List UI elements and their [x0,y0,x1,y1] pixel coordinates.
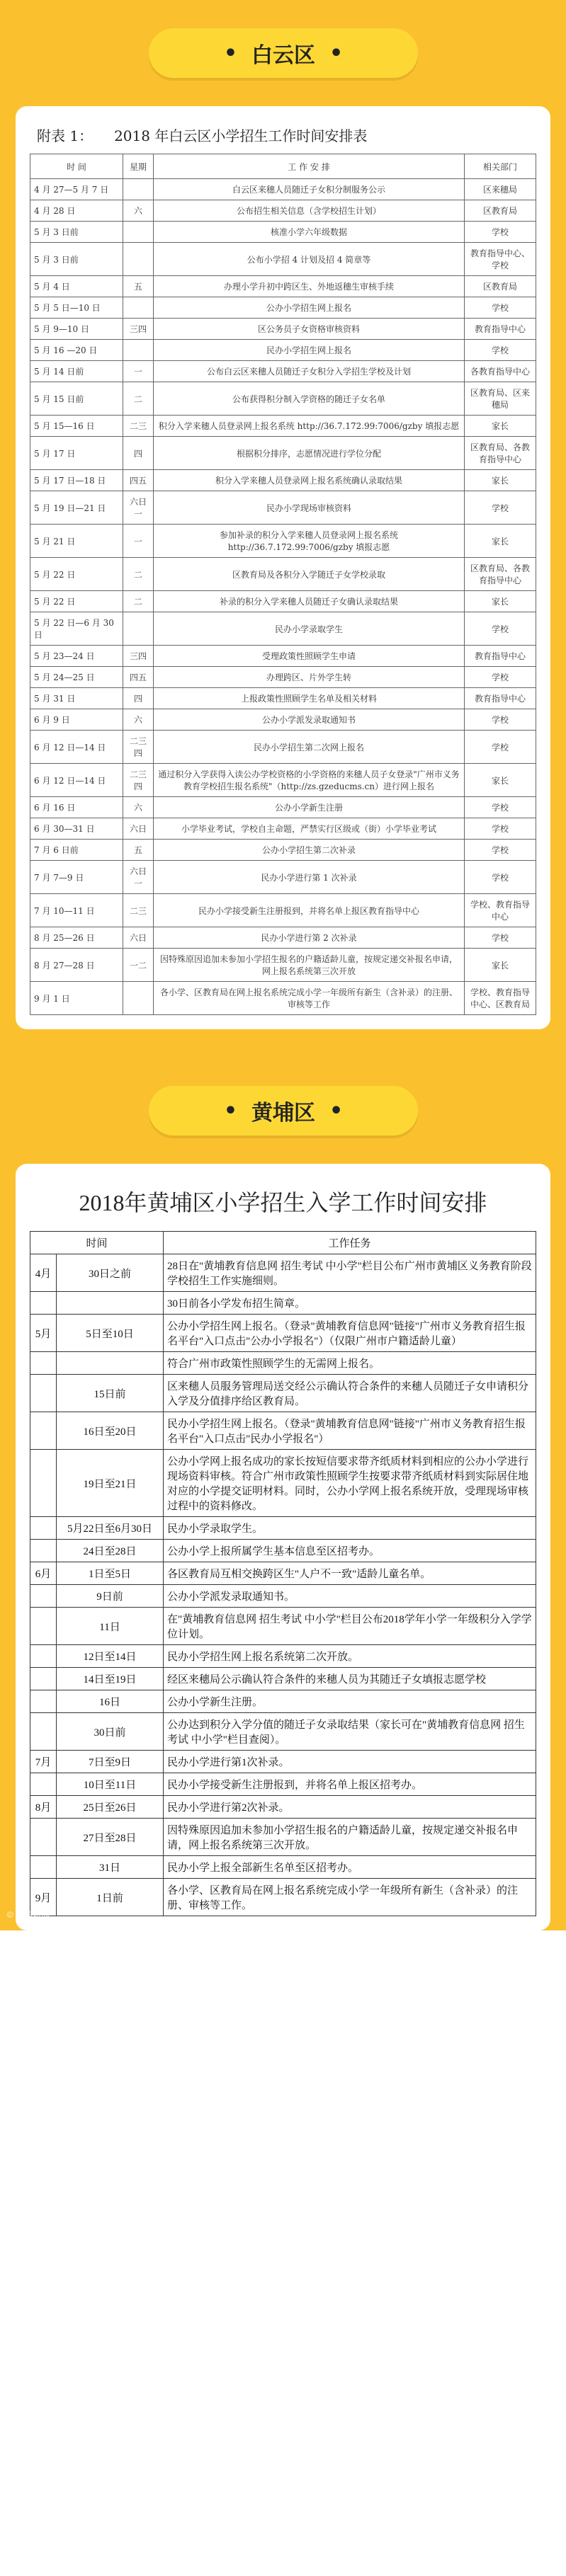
row-month [30,1690,57,1713]
table-row [30,1412,536,1450]
row-date: 5 月 16 —20 日 [30,340,123,361]
row-task: 民办小学上报全部新生名单至区招考办。 [164,1856,536,1879]
row-date: 16日 [57,1690,164,1713]
row-dept: 教育指导中心 [465,646,536,667]
row-task: 办理跨区、片外学生转 [154,667,465,688]
row-date: 6 月 12 日—14 日 [30,731,123,764]
row-date: 16日至20日 [57,1412,164,1450]
table-row [30,797,536,818]
row-date: 7日至9日 [57,1751,164,1773]
row-task: 公办小学上报所属学生基本信息至区招考办。 [164,1540,536,1562]
row-dept: 教育指导中心 [465,688,536,709]
table-row [30,688,536,709]
huangpu-banner [149,1086,418,1135]
row-weekday [123,982,154,1015]
huangpu-schedule-table [30,1231,536,1916]
row-dept: 学校 [465,612,536,646]
row-date: 8 月 27—28 日 [30,949,123,982]
row-date: 6 月 30—31 日 [30,818,123,840]
row-weekday: 二三四 [123,731,154,764]
row-date: 25日至26日 [57,1796,164,1819]
table-row [30,1856,536,1879]
row-weekday: 二三四 [123,764,154,797]
row-task: 各小学、区教育局在网上报名系统完成小学一年级所有新生（含补录）的注册、审核等工作。 [164,1879,536,1916]
row-weekday: 二 [123,558,154,591]
row-task: 办理小学升初中跨区生、外地返穗生审核手续 [154,276,465,297]
table-row [30,1713,536,1751]
row-month [30,1292,57,1315]
dot-icon: • [223,40,237,66]
table-row [30,591,536,612]
row-date: 4 月 27—5 月 7 日 [30,179,123,200]
row-task: 民办小学招生第二次网上报名 [154,731,465,764]
row-date: 4 月 28 日 [30,200,123,222]
table-row [30,470,536,491]
table-row [30,276,536,297]
row-date: 5 月 14 日前 [30,361,123,382]
row-month [30,1375,57,1412]
table-row [30,667,536,688]
row-task: 公办小学新生注册。 [164,1690,536,1713]
row-date: 27日至28日 [57,1819,164,1856]
row-task: 民办小学录取学生 [154,612,465,646]
row-task: 民办小学进行第1次补录。 [164,1751,536,1773]
table-row [30,1315,536,1352]
table-row [30,1450,536,1517]
row-date: 5 月 17 日—18 日 [30,470,123,491]
row-month [30,1668,57,1690]
row-weekday [123,612,154,646]
row-dept: 学校 [465,491,536,525]
table-row [30,1668,536,1690]
row-dept: 区教育局、区来穗局 [465,382,536,416]
row-weekday: 六日 [123,818,154,840]
row-weekday: 二 [123,591,154,612]
table-row [30,243,536,276]
row-weekday: 三四 [123,646,154,667]
row-date: 5 月 9—10 日 [30,319,123,340]
section-gap [0,1029,566,1058]
row-dept: 学校 [465,797,536,818]
row-date: 19日至21日 [57,1450,164,1517]
row-date: 24日至28日 [57,1540,164,1562]
table-row [30,1375,536,1412]
baiyun-card [16,106,550,1029]
header-task: 工 作 安 排 [154,154,465,179]
row-dept: 家长 [465,525,536,558]
baiyun-banner-label: 白云区 [251,43,315,68]
row-month [30,1608,57,1645]
table-row [30,1645,536,1668]
row-weekday [123,243,154,276]
row-task: 公办小学招生网上报名。（登录"黄埔教育信息网"链接"广州市义务教育招生报名平台"入口点击"公办小学报名"）（仅限广州市户籍适龄儿童） [164,1315,536,1352]
table-row [30,416,536,437]
row-dept: 教育指导中心、学校 [465,243,536,276]
table-row [30,1292,536,1315]
row-date: 8 月 25—26 日 [30,927,123,949]
row-task: 小学毕业考试，学校自主命题，严禁实行区级或（街）小学毕业考试 [154,818,465,840]
row-date: 5 月 15 日前 [30,382,123,416]
table-header-row [30,154,536,179]
row-month [30,1517,57,1540]
row-task: 通过积分入学获得入读公办学校资格的小学资格的来穗人员子女登录"广州市义务教育学校招生报名系统"（http://zs.gzeducms.cn）进行网上报名 [154,764,465,797]
row-task: 受理政策性照顾学生申请 [154,646,465,667]
row-dept: 学校、教育指导中心 [465,894,536,927]
table-row [30,361,536,382]
table-row [30,764,536,797]
row-weekday: 四 [123,688,154,709]
row-dept: 教育指导中心 [465,319,536,340]
row-weekday: 一 [123,525,154,558]
table-row [30,894,536,927]
row-date: 1日至5日 [57,1562,164,1585]
row-task: 核准小学六年级数据 [154,222,465,243]
row-weekday [123,340,154,361]
row-weekday: 四五 [123,470,154,491]
row-date: 5 月 21 日 [30,525,123,558]
table-row [30,525,536,558]
table-row [30,1796,536,1819]
baiyun-banner [149,28,418,78]
row-weekday: 六日 [123,927,154,949]
row-dept: 家长 [465,591,536,612]
row-weekday: 五 [123,840,154,861]
row-task: 28日在"黄埔教育信息网 招生考试 中小学"栏目公布广州市黄埔区义务教育阶段学校招生工作实施细则。 [164,1254,536,1292]
table-row [30,1608,536,1645]
baiyun-table-body [30,179,536,1015]
table-row [30,297,536,319]
row-dept: 学校、教育指导中心、区教育局 [465,982,536,1015]
row-date: 5 月 3 日前 [30,243,123,276]
row-month [30,1585,57,1608]
row-month: 5月 [30,1315,57,1352]
row-weekday [123,179,154,200]
row-task: 公办小学招生第二次补录 [154,840,465,861]
row-weekday: 五 [123,276,154,297]
row-date: 6 月 12 日—14 日 [30,764,123,797]
row-dept: 学校 [465,297,536,319]
row-task: 区公务员子女资格审核资料 [154,319,465,340]
row-task: 区来穗人员服务管理局送交经公示确认符合条件的来穗人员随迁子女申请积分入学及分值排序给区教育局。 [164,1375,536,1412]
row-date: 5月22日至6月30日 [57,1517,164,1540]
row-task: 公办小学招生网上报名 [154,297,465,319]
row-dept: 学校 [465,927,536,949]
row-task: 上报政策性照顾学生名单及相关材料 [154,688,465,709]
row-task: 公办小学网上报名成功的家长按短信要求带齐纸质材料到相应的公办小学进行现场资料审核。符合广州市政策性照顾学生按要求带齐纸质材料到实际居住地对应的小学提交证明材料。同时，公办小学网上报名系统开放，受理现场审核过程中的资料修改。 [164,1450,536,1517]
table-row [30,1517,536,1540]
row-task: 民办小学接受新生注册报到，并将名单上报区招考办。 [164,1773,536,1796]
row-task: 公布获得积分制入学资格的随迁子女名单 [154,382,465,416]
baiyun-table-title: 附表 1： 2018 年白云区小学招生工作时间安排表 [37,127,368,144]
table-row [30,179,536,200]
row-date: 5 月 5 日—10 日 [30,297,123,319]
row-task: 公布小学招 4 计划及招 4 简章等 [154,243,465,276]
table-row [30,1562,536,1585]
row-date: 7 月 10—11 日 [30,894,123,927]
row-weekday: 二三 [123,894,154,927]
row-date: 5日至10日 [57,1315,164,1352]
table-row [30,1773,536,1796]
row-dept: 学校 [465,731,536,764]
row-task: 符合广州市政策性照顾学生的无需网上报名。 [164,1352,536,1375]
row-task: 民办小学招生网上报名。（登录"黄埔教育信息网"链接"广州市义务教育招生报名平台"入口点击"民办小学报名"） [164,1412,536,1450]
row-date: 5 月 22 日 [30,591,123,612]
row-dept: 家长 [465,949,536,982]
table-row [30,491,536,525]
baiyun-section [0,0,566,1029]
row-dept: 区教育局 [465,200,536,222]
row-weekday: 一二 [123,949,154,982]
row-task: 在"黄埔教育信息网 招生考试 中小学"栏目公布2018学年小学一年级积分入学学位计划。 [164,1608,536,1645]
dot-icon: • [329,40,344,66]
row-weekday: 二 [123,382,154,416]
table-row [30,840,536,861]
row-dept: 区教育局、各教育指导中心 [465,437,536,470]
row-task: 公办小学派发录取通知书 [154,709,465,731]
row-date: 5 月 24—25 日 [30,667,123,688]
dot-icon: • [223,1098,237,1123]
row-date: 5 月 4 日 [30,276,123,297]
header-date: 时 间 [30,154,123,179]
row-month: 8月 [30,1796,57,1819]
row-dept: 区教育局 [465,276,536,297]
row-dept: 各教育指导中心 [465,361,536,382]
row-dept: 学校 [465,709,536,731]
table-row [30,382,536,416]
row-weekday: 六 [123,709,154,731]
row-task: 民办小学招生网上报名 [154,340,465,361]
row-weekday: 六 [123,200,154,222]
table-row [30,646,536,667]
row-task: 积分入学来穗人员登录网上报名系统确认录取结果 [154,470,465,491]
table-row [30,927,536,949]
row-month [30,1450,57,1517]
header-time: 时间 [30,1232,164,1254]
row-date [57,1352,164,1375]
huangpu-table-body [30,1254,536,1916]
row-dept: 学校 [465,840,536,861]
baiyun-panel [0,106,566,1029]
header-weekday: 星期 [123,154,154,179]
row-date: 6 月 16 日 [30,797,123,818]
row-task: 民办小学进行第2次补录。 [164,1796,536,1819]
row-weekday: 六日一 [123,491,154,525]
row-date [57,1292,164,1315]
row-dept: 学校 [465,222,536,243]
row-date: 6 月 9 日 [30,709,123,731]
huangpu-banner-area [0,1058,566,1164]
row-dept: 区来穗局 [465,179,536,200]
row-date: 5 月 19 日—21 日 [30,491,123,525]
row-date: 30日前 [57,1713,164,1751]
row-date: 10日至11日 [57,1773,164,1796]
row-task: 30日前各小学发布招生简章。 [164,1292,536,1315]
row-task: 民办小学招生网上报名系统第二次开放。 [164,1645,536,1668]
row-task: 民办小学进行第 1 次补录 [154,861,465,894]
table-row [30,437,536,470]
row-weekday [123,297,154,319]
huangpu-table-title: 2018年黄埔区小学招生入学工作时间安排 [79,1190,487,1215]
row-weekday: 六日一 [123,861,154,894]
table-row [30,319,536,340]
table-row [30,709,536,731]
row-task: 民办小学接受新生注册报到，并将名单上报区教育指导中心 [154,894,465,927]
row-task: 因特殊原因追加未参加小学招生报名的户籍适龄儿童，按规定递交补报名申请，网上报名系统第三次开放。 [164,1819,536,1856]
table-row [30,340,536,361]
row-date: 14日至19日 [57,1668,164,1690]
row-date: 11日 [57,1608,164,1645]
row-dept: 区教育局、各教育指导中心 [465,558,536,591]
table-header-row [30,1232,536,1254]
row-date: 5 月 23—24 日 [30,646,123,667]
row-date: 5 月 15—16 日 [30,416,123,437]
table-row [30,731,536,764]
row-dept: 家长 [465,470,536,491]
row-month [30,1713,57,1751]
huangpu-section [0,1058,566,1930]
row-month [30,1352,57,1375]
row-weekday: 四 [123,437,154,470]
row-dept: 家长 [465,764,536,797]
row-month [30,1856,57,1879]
table-row [30,1690,536,1713]
row-task: 区教育局及各积分入学随迁子女学校录取 [154,558,465,591]
row-date: 9 月 1 日 [30,982,123,1015]
row-date: 12日至14日 [57,1645,164,1668]
row-month [30,1645,57,1668]
row-month: 9月 [30,1879,57,1916]
row-weekday: 三四 [123,319,154,340]
row-dept: 家长 [465,416,536,437]
row-month [30,1773,57,1796]
row-weekday: 二三 [123,416,154,437]
row-dept: 学校 [465,340,536,361]
table-row [30,200,536,222]
row-date: 31日 [57,1856,164,1879]
row-weekday: 一 [123,361,154,382]
row-weekday: 六 [123,797,154,818]
row-task: 补录的积分入学来穗人员随迁子女确认录取结果 [154,591,465,612]
row-task: 因特殊原因追加未参加小学招生报名的户籍适龄儿童，按规定递交补报名申请，网上报名系统第三次开放 [154,949,465,982]
row-month: 7月 [30,1751,57,1773]
row-dept: 学校 [465,818,536,840]
baiyun-banner-area [0,0,566,106]
row-task: 公办小学派发录取通知书。 [164,1585,536,1608]
row-task: 公布招生相关信息（含学校招生计划） [154,200,465,222]
header-dept: 相关部门 [465,154,536,179]
row-task: 白云区来穗人员随迁子女积分制服务公示 [154,179,465,200]
row-task: 各区教育局互相交换跨区生"人户不一致"适龄儿童名单。 [164,1562,536,1585]
baiyun-schedule-table [30,154,536,1015]
table-row [30,818,536,840]
row-date: 5 月 31 日 [30,688,123,709]
table-row [30,222,536,243]
table-row [30,1751,536,1773]
row-date: 5 月 3 日前 [30,222,123,243]
row-date: 5 月 17 日 [30,437,123,470]
huangpu-card [16,1164,550,1930]
row-task: 公布白云区来穗人员随迁子女积分入学招生学校及计划 [154,361,465,382]
row-task: 民办小学进行第 2 次补录 [154,927,465,949]
row-dept: 学校 [465,667,536,688]
table-row [30,612,536,646]
row-month: 6月 [30,1562,57,1585]
table-row [30,949,536,982]
row-month: 4月 [30,1254,57,1292]
table-row [30,982,536,1015]
watermark: © 大洋新闻 [7,1910,50,1920]
row-date: 7 月 6 日前 [30,840,123,861]
row-task: 各小学、区教育局在网上报名系统完成小学一年级所有新生（含补录）的注册、审核等工作 [154,982,465,1015]
row-task: 经区来穗局公示确认符合条件的来穗人员为其随迁子女填报志愿学校 [164,1668,536,1690]
row-date: 15日前 [57,1375,164,1412]
huangpu-panel [0,1164,566,1930]
row-weekday [123,222,154,243]
header-task: 工作任务 [164,1232,536,1254]
row-date: 5 月 22 日 [30,558,123,591]
row-weekday: 四五 [123,667,154,688]
row-date: 1日前 [57,1879,164,1916]
row-date: 7 月 7—9 日 [30,861,123,894]
table-row [30,1352,536,1375]
row-month [30,1819,57,1856]
table-row [30,1585,536,1608]
huangpu-banner-label: 黄埔区 [251,1101,315,1126]
row-task: 根据积分排序，志愿情况进行学位分配 [154,437,465,470]
row-date: 9日前 [57,1585,164,1608]
row-date: 30日之前 [57,1254,164,1292]
row-task: 民办小学现场审核资料 [154,491,465,525]
row-date: 5 月 22 日—6 月 30 日 [30,612,123,646]
row-dept: 学校 [465,861,536,894]
dot-icon: • [329,1098,344,1123]
row-task: 公办小学新生注册 [154,797,465,818]
table-row [30,861,536,894]
table-row [30,1879,536,1916]
row-task: 民办小学录取学生。 [164,1517,536,1540]
table-row [30,1254,536,1292]
table-row [30,1540,536,1562]
row-task: 积分入学来穗人员登录网上报名系统 http://36.7.172.99:7006/gzby 填报志愿 [154,416,465,437]
row-task: 参加补录的积分入学来穗人员登录网上报名系统 http://36.7.172.99:7006/gzby 填报志愿 [154,525,465,558]
table-row [30,1819,536,1856]
row-month [30,1540,57,1562]
row-month [30,1412,57,1450]
table-row [30,558,536,591]
row-task: 公办达到积分入学分值的随迁子女录取结果（家长可在"黄埔教育信息网 招生考试 中小学"栏目查阅）。 [164,1713,536,1751]
